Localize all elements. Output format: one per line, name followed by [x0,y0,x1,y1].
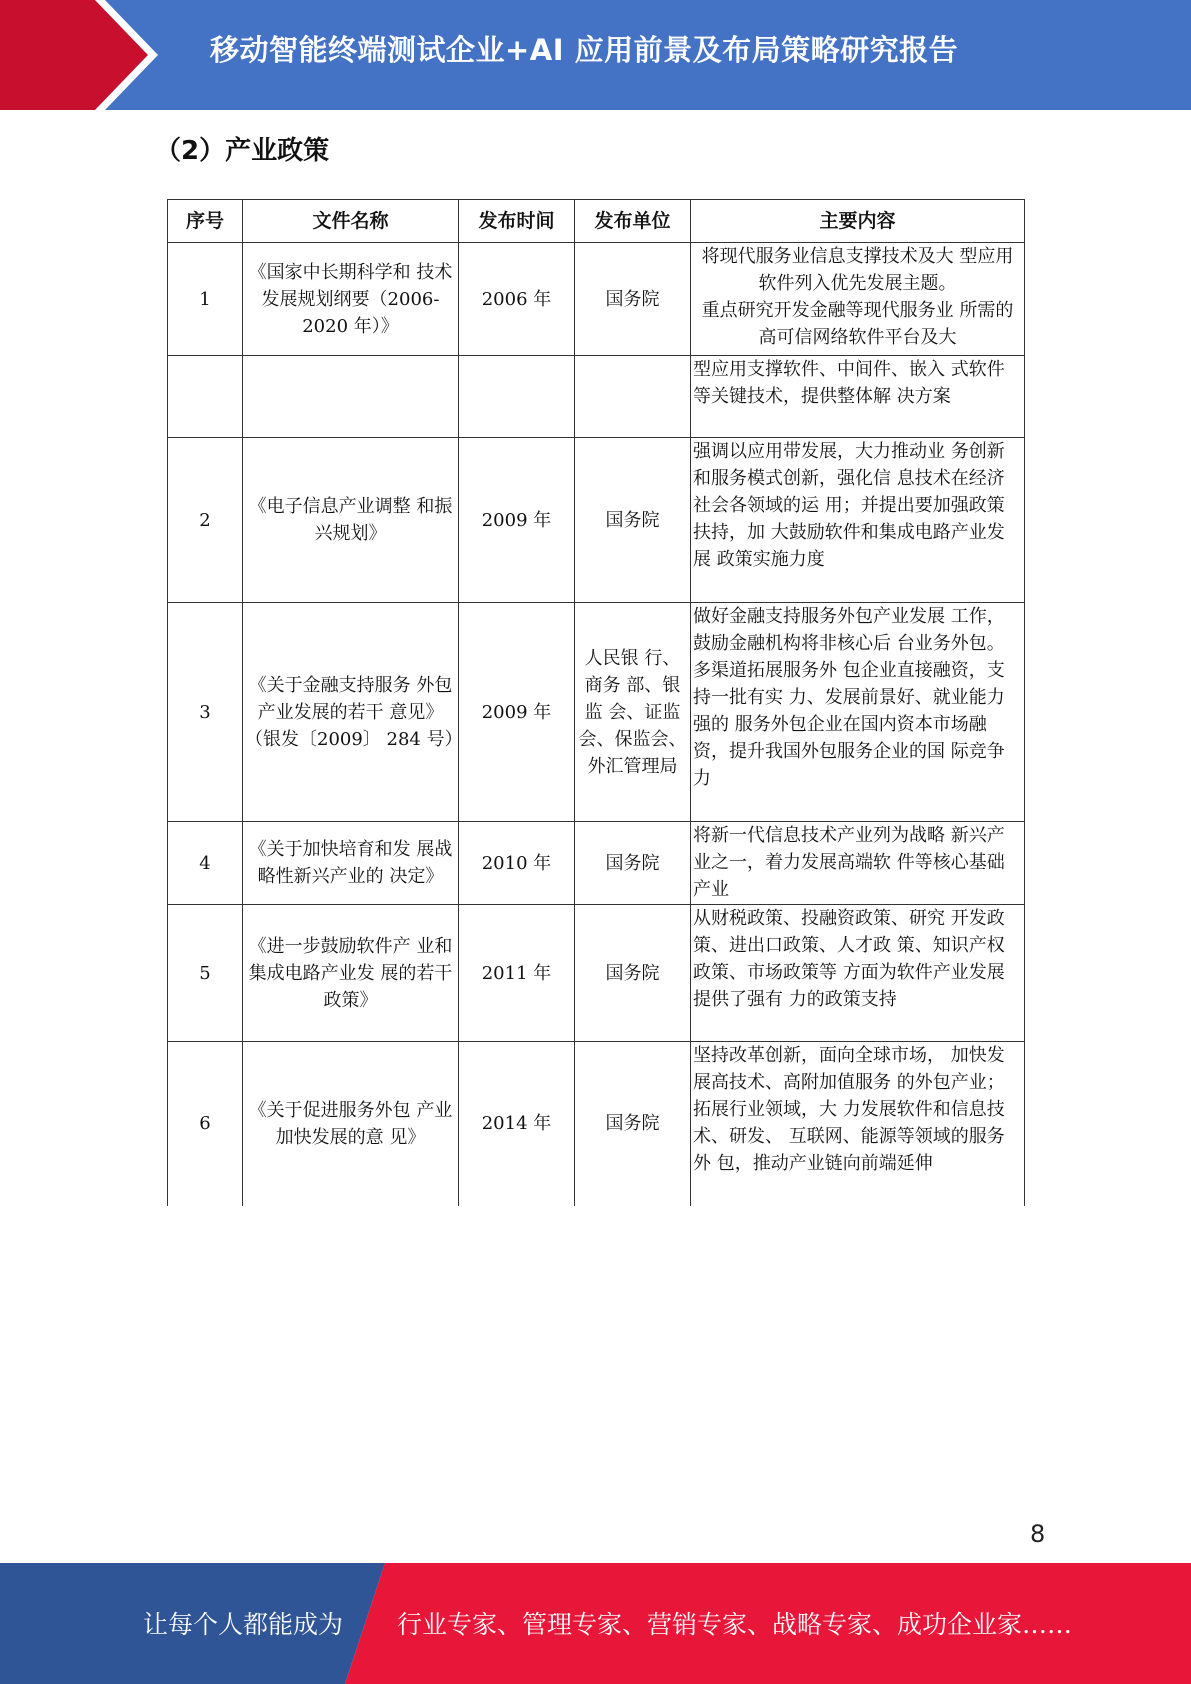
cell-org: 国务院 [575,1042,691,1206]
content-line: 型应用支撑软件、中间件、嵌入 式软件等关键技术，提供整体解 决方案 [693,359,1005,407]
cell-org: 人民银 行、商务 部、银监 会、证监会、保监会、外汇管理局 [575,603,691,822]
cell-content [691,356,1025,438]
content-line: 从财税政策、投融资政策、研究 开发政策、进出口政策、人才政 策、知识产权政策、市场政策等 方面为软件产业发展提供了强有 力的政策支持 [693,908,1005,1010]
content-line: 重点研究开发金融等现代服务业 所需的高可信网络软件平台及大 [701,300,1014,348]
cell-no: 4 [168,822,243,905]
cell-name: 《进一步鼓励软件产 业和集成电路产业发 展的若干政策》 [243,905,459,1042]
cell-year [459,356,575,438]
cell-content [691,822,1025,905]
header-banner [0,0,1191,110]
cell-year: 2006 年 [459,243,575,356]
header-no: 序号 [168,200,243,243]
footer-slogan-left: 让每个人都能成为 [143,1610,344,1639]
cell-org [575,356,691,438]
cell-content [691,438,1025,603]
content-line: 坚持改革创新，面向全球市场， 加快发展高技术、高附加值服务 的外包产业；拓展行业领域，大 力发展软件和信息技术、研发、 互联网、能源等领域的服务外 包，推动产业链向前端延伸 [693,1045,1005,1174]
table-row [168,356,1025,438]
cell-no: 1 [168,243,243,356]
cell-year: 2014 年 [459,1042,575,1206]
policy-table [167,199,1025,1206]
content-line: 将新一代信息技术产业列为战略 新兴产业之一，着力发展高端软 件等核心基础产业 [693,825,1005,900]
table-row [168,905,1025,1042]
document-title: 移动智能终端测试企业+AI 应用前景及布局策略研究报告 [210,33,959,67]
cell-org: 国务院 [575,822,691,905]
cell-no: 6 [168,1042,243,1206]
header-content: 主要内容 [691,200,1025,243]
cell-content [691,603,1025,822]
cell-name: 《国家中长期科学和 技术发展规划纲要（2006-2020 年）》 [243,243,459,356]
table-row [168,438,1025,603]
table-row [168,243,1025,356]
table-row [168,822,1025,905]
header-red-chevron [0,0,148,110]
cell-year: 2010 年 [459,822,575,905]
header-org: 发布单位 [575,200,691,243]
footer-banner [0,1563,1191,1684]
content-line: 强调以应用带发展，大力推动业 务创新和服务模式创新，强化信 息技术在经济社会各领域的运 用；并提出要加强政策扶持，加 大鼓励软件和集成电路产业发展 政策实施力度 [693,441,1005,570]
cell-name: 《关于加快培育和发 展战略性新兴产业的 决定》 [243,822,459,905]
cell-no: 3 [168,603,243,822]
header-name: 文件名称 [243,200,459,243]
content-line: 将现代服务业信息支撑技术及大 型应用软件列入优先发展主题。 [701,246,1014,294]
cell-year: 2011 年 [459,905,575,1042]
cell-name: 《关于促进服务外包 产业加快发展的意 见》 [243,1042,459,1206]
cell-org: 国务院 [575,243,691,356]
cell-no: 5 [168,905,243,1042]
header-year: 发布时间 [459,200,575,243]
cell-name: 《关于金融支持服务 外包产业发展的若干 意见》（银发〔2009〕 284 号） [243,603,459,822]
cell-name [243,356,459,438]
footer-slogan-right: 行业专家、管理专家、营销专家、战略专家、成功企业家…… [397,1610,1073,1639]
section-heading: （2）产业政策 [155,136,330,166]
cell-year: 2009 年 [459,438,575,603]
page-number: 8 [1030,1520,1046,1548]
cell-content [691,243,1025,356]
cell-year: 2009 年 [459,603,575,822]
cell-no: 2 [168,438,243,603]
content-line: 做好金融支持服务外包产业发展 工作，鼓励金融机构将非核心后 台业务外包。多渠道拓展服务外 包企业直接融资，支持一批有实 力、发展前景好、就业能力强的 服务外包企业在国内资本市场融 资，提升我国外包服务企业的国 际竞争力 [693,606,1005,789]
table-row [168,603,1025,822]
cell-no [168,356,243,438]
table-header-row [168,200,1025,243]
cell-name: 《电子信息产业调整 和振兴规划》 [243,438,459,603]
cell-content [691,905,1025,1042]
cell-content [691,1042,1025,1206]
cell-org: 国务院 [575,438,691,603]
cell-org: 国务院 [575,905,691,1042]
table-row [168,1042,1025,1206]
